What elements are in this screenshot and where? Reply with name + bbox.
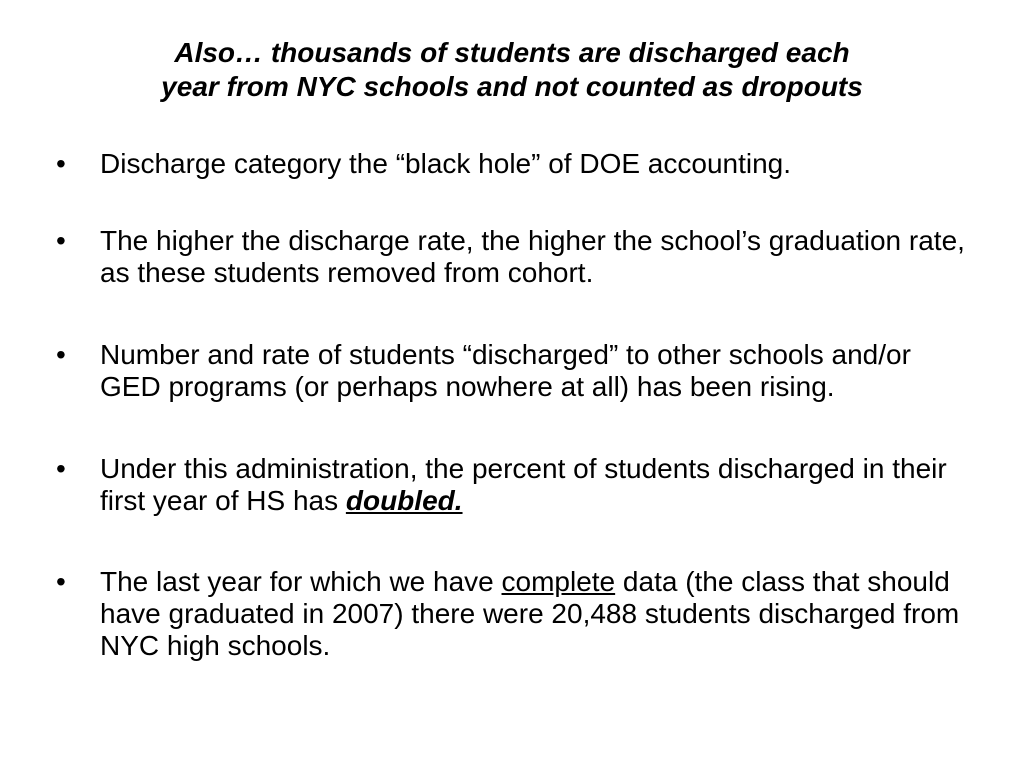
slide-title-line-1: Also… thousands of students are discharged each bbox=[174, 37, 850, 68]
bullet-item-2 bbox=[56, 225, 976, 289]
bullet-text-after: data (the class that should have graduated in 2007) there were 20,488 students discharged from NYC high schools. bbox=[100, 566, 960, 661]
bullet-emphasis: doubled. bbox=[345, 485, 463, 516]
bullet-item-3 bbox=[56, 339, 976, 403]
slide-title-line-2: year from NYC schools and not counted as dropouts bbox=[161, 71, 863, 102]
bullet-text: Discharge category the “black hole” of DOE accounting. bbox=[100, 148, 792, 179]
bullet-item-4 bbox=[56, 453, 976, 517]
slide-title bbox=[40, 36, 984, 104]
bullet-item-5 bbox=[56, 566, 976, 662]
bullet-marker: • bbox=[56, 225, 66, 256]
bullet-text: The last year for which we have bbox=[100, 566, 502, 597]
bullet-underlined: complete bbox=[501, 566, 616, 597]
bullet-list bbox=[56, 148, 976, 662]
bullet-text: The higher the discharge rate, the higher the school’s graduation rate, as these students removed from cohort. bbox=[100, 225, 965, 288]
bullet-text: Number and rate of students “discharged” to other schools and/or GED programs (or perhaps nowhere at all) has been rising. bbox=[100, 339, 911, 402]
bullet-marker: • bbox=[56, 453, 66, 484]
bullet-marker: • bbox=[56, 339, 66, 370]
bullet-marker: • bbox=[56, 566, 66, 597]
bullet-text: Under this administration, the percent of students discharged in their first year of HS has bbox=[100, 453, 947, 516]
bullet-item-1 bbox=[56, 148, 976, 180]
bullet-marker: • bbox=[56, 148, 66, 179]
